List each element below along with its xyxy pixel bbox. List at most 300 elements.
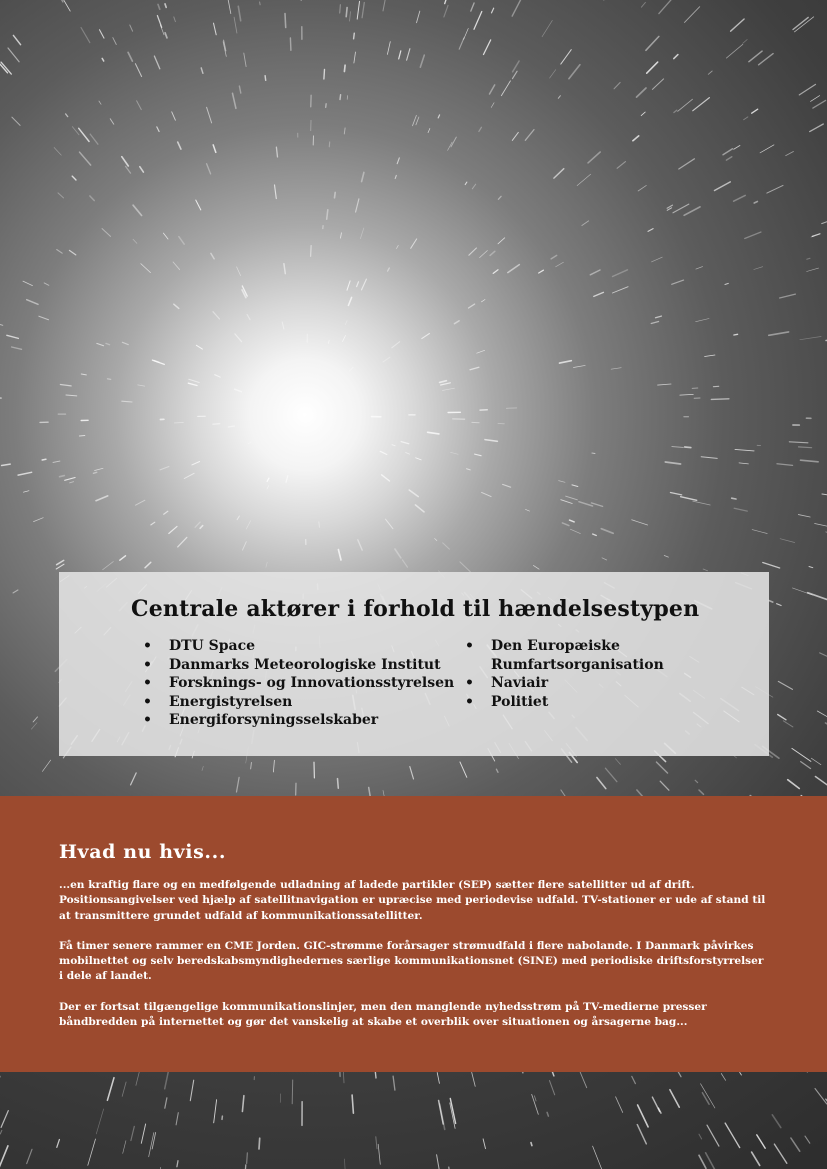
star-streak	[345, 1159, 346, 1169]
star-streak	[601, 529, 613, 534]
star-streak	[810, 124, 824, 132]
star-streak	[69, 250, 75, 255]
star-streak	[31, 723, 37, 729]
star-streak	[44, 283, 49, 285]
star-streak	[362, 279, 367, 290]
star-streak	[438, 115, 439, 118]
star-streak	[108, 379, 111, 380]
star-streak	[90, 134, 98, 144]
star-streak	[734, 146, 740, 150]
star-streak	[276, 147, 277, 157]
star-streak	[410, 767, 414, 779]
star-streak	[54, 148, 61, 156]
star-streak	[777, 464, 793, 466]
star-streak	[66, 395, 77, 396]
star-streak	[354, 52, 356, 63]
star-streak	[726, 44, 742, 58]
star-streak	[705, 355, 715, 357]
star-streak	[800, 337, 821, 340]
star-streak	[213, 312, 220, 319]
star-streak	[812, 234, 820, 237]
star-streak	[2, 464, 11, 465]
star-streak	[533, 565, 539, 569]
star-streak	[465, 182, 467, 185]
star-streak	[570, 520, 575, 522]
star-streak	[539, 270, 544, 273]
star-streak	[570, 529, 580, 533]
star-streak	[652, 1097, 659, 1111]
star-streak	[483, 1139, 485, 1149]
star-streak	[407, 49, 410, 61]
star-streak	[470, 367, 479, 369]
star-streak	[196, 345, 202, 349]
star-streak	[128, 52, 132, 61]
star-streak	[638, 185, 646, 191]
star-streak	[708, 71, 712, 74]
star-streak	[460, 562, 470, 572]
star-streak	[397, 245, 399, 248]
star-streak	[435, 539, 437, 541]
star-streak	[560, 361, 572, 363]
star-streak	[651, 322, 658, 324]
star-streak	[558, 96, 560, 99]
star-streak	[443, 543, 450, 549]
star-streak	[561, 500, 572, 504]
star-streak	[200, 526, 203, 529]
star-streak	[665, 462, 680, 464]
star-streak	[12, 117, 20, 125]
star-streak	[611, 368, 621, 370]
star-streak	[7, 335, 19, 338]
star-streak	[437, 1073, 439, 1084]
star-streak	[397, 158, 399, 164]
star-streak	[492, 8, 494, 13]
star-streak	[178, 537, 187, 547]
star-streak	[347, 281, 350, 290]
star-streak	[706, 1153, 715, 1169]
star-streak	[481, 300, 485, 302]
star-streak	[534, 1096, 536, 1101]
star-streak	[799, 84, 815, 95]
star-streak	[266, 562, 267, 567]
star-streak	[559, 481, 565, 483]
star-streak	[202, 766, 203, 770]
star-streak	[459, 38, 464, 49]
star-streak	[416, 117, 419, 125]
star-streak	[801, 460, 819, 462]
star-streak	[490, 85, 495, 94]
star-streak	[732, 498, 736, 499]
star-streak	[174, 422, 183, 423]
star-streak	[174, 17, 176, 22]
star-streak	[440, 1104, 445, 1129]
star-streak	[701, 457, 717, 459]
what-if-paragraph: Der er fortsat tilgængelige kommunikationslinjer, men den manglende nyhedsstrøm på TV-medierne presser båndbredden på internettet og gør det vanskelig at skabe et overblik over situationen og årsagerne bag...	[59, 1000, 707, 1029]
star-streak	[340, 233, 341, 238]
star-streak	[207, 164, 211, 174]
star-streak	[362, 172, 364, 181]
star-streak	[646, 36, 659, 50]
actors-list-right	[465, 637, 664, 711]
actor-item: • Danmarks Meteorologiske Institut	[143, 656, 454, 675]
star-streak	[498, 238, 505, 244]
star-streak	[774, 1144, 786, 1163]
star-streak	[90, 196, 94, 201]
actor-item: • Naviair	[465, 674, 664, 693]
star-streak	[0, 1130, 2, 1134]
what-if-paragraph: ...en kraftig flare og en medfølgende udladning af ladede partikler (SEP) sætter flere satellitter ud af drift. Positionsangivelser ved hjælp af satellitnavigation er upræcise med periodevise udfald. TV-stationer er ude af stand til at transmittere grundet udfald af kommunikationssatellitter.	[59, 879, 766, 922]
star-streak	[357, 282, 359, 287]
star-streak	[102, 58, 104, 61]
star-streak	[445, 0, 448, 4]
star-streak	[602, 558, 607, 560]
star-streak	[637, 88, 647, 97]
star-streak	[616, 1097, 623, 1113]
what-if-panel	[0, 796, 827, 1072]
star-streak	[122, 1082, 126, 1096]
star-streak	[647, 62, 658, 73]
star-streak	[237, 516, 239, 520]
star-streak	[725, 1123, 740, 1148]
actors-box	[59, 572, 769, 756]
star-streak	[593, 1146, 603, 1169]
star-streak	[822, 494, 827, 496]
star-streak	[79, 128, 89, 141]
star-streak	[344, 128, 345, 134]
star-streak	[65, 478, 75, 481]
star-streak	[752, 530, 767, 534]
star-streak	[593, 534, 597, 536]
star-streak	[154, 361, 159, 363]
star-streak	[234, 17, 237, 33]
star-streak	[27, 1149, 32, 1163]
star-streak	[632, 520, 648, 525]
star-streak	[475, 454, 482, 456]
star-streak	[97, 343, 104, 345]
star-streak	[597, 778, 606, 789]
star-streak	[137, 101, 142, 110]
star-streak	[707, 1125, 719, 1146]
star-streak	[444, 5, 448, 17]
star-streak	[383, 357, 390, 362]
star-streak	[215, 375, 221, 377]
star-streak	[479, 127, 482, 131]
star-streak	[416, 458, 422, 460]
star-streak	[122, 401, 132, 402]
star-streak	[685, 447, 691, 448]
star-streak	[173, 262, 180, 270]
star-streak	[799, 447, 812, 448]
star-streak	[66, 114, 68, 117]
star-streak	[13, 590, 18, 593]
star-streak	[247, 1153, 248, 1164]
star-streak	[556, 262, 564, 267]
star-streak	[72, 127, 79, 135]
star-streak	[699, 1155, 706, 1168]
star-streak	[670, 493, 681, 495]
star-streak	[340, 95, 341, 100]
star-streak	[780, 539, 795, 543]
star-streak	[338, 779, 339, 789]
star-streak	[88, 1139, 96, 1165]
star-streak	[395, 549, 401, 558]
star-streak	[81, 374, 86, 375]
star-streak	[158, 4, 160, 9]
star-streak	[354, 33, 355, 39]
star-streak	[388, 268, 390, 271]
star-streak	[382, 475, 390, 481]
star-streak	[480, 251, 488, 258]
star-streak	[681, 497, 697, 501]
star-streak	[140, 167, 144, 172]
star-streak	[228, 0, 231, 14]
star-streak	[793, 17, 808, 29]
star-streak	[783, 721, 793, 727]
star-streak	[213, 424, 220, 425]
star-streak	[57, 1140, 60, 1148]
star-streak	[406, 453, 410, 455]
star-streak	[399, 51, 401, 59]
star-streak	[131, 1126, 134, 1140]
star-streak	[0, 322, 3, 325]
star-streak	[378, 1144, 380, 1164]
star-streak	[196, 200, 201, 210]
star-streak	[441, 383, 451, 385]
star-streak	[177, 1161, 178, 1167]
star-streak	[107, 1078, 114, 1101]
star-streak	[242, 1096, 244, 1112]
star-streak	[652, 257, 663, 262]
star-streak	[695, 780, 697, 782]
star-streak	[469, 248, 477, 255]
star-streak	[57, 250, 63, 254]
star-streak	[454, 321, 459, 324]
star-streak	[437, 1155, 440, 1169]
star-streak	[467, 469, 471, 470]
star-streak	[752, 109, 758, 113]
star-streak	[703, 569, 708, 571]
star-streak	[214, 23, 217, 35]
star-streak	[772, 1115, 781, 1128]
star-streak	[102, 229, 110, 237]
star-streak	[801, 762, 811, 769]
what-if-body	[59, 878, 771, 1045]
star-streak	[214, 1100, 217, 1123]
star-streak	[637, 1125, 646, 1144]
star-streak	[614, 83, 620, 89]
star-streak	[503, 484, 511, 487]
star-streak	[411, 239, 417, 248]
star-streak	[656, 316, 662, 318]
star-streak	[696, 267, 703, 270]
star-streak	[778, 681, 792, 689]
star-streak	[740, 1072, 742, 1075]
star-streak	[512, 0, 521, 16]
star-streak	[164, 511, 168, 514]
star-streak	[757, 1135, 765, 1148]
star-streak	[228, 426, 234, 427]
star-streak	[273, 760, 274, 772]
star-streak	[141, 1124, 145, 1143]
star-streak	[807, 258, 810, 259]
star-streak	[743, 40, 747, 44]
star-streak	[590, 270, 600, 275]
star-streak	[188, 383, 197, 385]
actor-item: • Energistyrelsen	[143, 693, 454, 712]
star-streak	[70, 482, 74, 483]
actor-item: • Den Europæiske Rumfartsorganisation	[465, 637, 664, 674]
star-streak	[328, 341, 329, 344]
star-streak	[34, 518, 44, 522]
star-streak	[23, 281, 33, 286]
star-streak	[573, 365, 585, 367]
actors-list-left	[143, 637, 454, 730]
star-streak	[749, 51, 762, 62]
actor-item: • Forsknings- og Innovationsstyrelsen	[143, 674, 454, 693]
star-streak	[484, 40, 491, 55]
star-streak	[123, 1141, 126, 1154]
what-if-title: Hvad nu hvis...	[59, 841, 227, 863]
star-streak	[151, 522, 155, 525]
star-streak	[383, 0, 386, 11]
star-streak	[130, 25, 133, 31]
star-streak	[154, 56, 159, 69]
star-streak	[617, 162, 625, 169]
star-streak	[96, 496, 108, 501]
star-streak	[715, 182, 731, 191]
star-streak	[702, 1093, 709, 1105]
star-streak	[659, 0, 674, 14]
star-streak	[80, 152, 91, 165]
star-streak	[282, 322, 284, 329]
star-streak	[726, 157, 731, 160]
star-streak	[233, 93, 236, 108]
star-streak	[207, 107, 212, 123]
star-streak	[284, 264, 285, 274]
star-streak	[201, 68, 203, 73]
star-streak	[817, 711, 827, 719]
star-streak	[693, 98, 710, 111]
star-streak	[145, 562, 151, 568]
star-streak	[244, 53, 246, 67]
star-streak	[392, 445, 395, 446]
star-streak	[469, 304, 475, 308]
star-streak	[235, 334, 242, 342]
star-streak	[23, 491, 29, 493]
star-streak	[403, 560, 408, 567]
star-streak	[27, 300, 38, 305]
star-streak	[1, 1111, 8, 1128]
star-streak	[352, 1095, 353, 1113]
star-streak	[569, 65, 580, 79]
star-streak	[551, 255, 557, 259]
star-streak	[39, 316, 49, 320]
star-streak	[822, 220, 827, 224]
star-streak	[393, 1076, 395, 1090]
star-streak	[176, 1113, 178, 1125]
star-streak	[612, 287, 628, 293]
star-streak	[133, 239, 137, 243]
star-streak	[131, 773, 137, 785]
star-streak	[805, 1136, 810, 1143]
star-streak	[275, 185, 277, 199]
star-streak	[53, 461, 60, 462]
star-streak	[605, 768, 617, 782]
star-streak	[752, 1152, 760, 1165]
star-streak	[496, 769, 498, 772]
star-streak	[474, 12, 482, 30]
star-streak	[392, 342, 400, 348]
star-streak	[477, 350, 485, 353]
star-streak	[744, 117, 748, 120]
star-streak	[711, 399, 729, 400]
star-streak	[577, 174, 591, 185]
star-streak	[638, 1105, 649, 1127]
actor-item: • Energiforsyningsselskaber	[143, 711, 454, 730]
star-streak	[731, 19, 745, 31]
star-streak	[157, 16, 161, 28]
star-streak	[141, 264, 151, 273]
star-streak	[0, 397, 1, 398]
star-streak	[169, 526, 177, 533]
star-streak	[422, 334, 430, 339]
star-streak	[343, 1072, 344, 1083]
star-streak	[157, 127, 159, 132]
star-streak	[798, 515, 810, 517]
star-streak	[358, 540, 362, 550]
star-streak	[734, 195, 746, 201]
star-streak	[290, 38, 291, 50]
star-streak	[472, 1072, 476, 1086]
star-streak	[672, 280, 684, 284]
star-streak	[792, 588, 812, 595]
star-streak	[8, 48, 19, 62]
star-streak	[471, 3, 474, 11]
star-streak	[652, 79, 663, 90]
star-streak	[33, 717, 37, 722]
star-streak	[767, 185, 783, 193]
star-streak	[100, 30, 105, 38]
star-streak	[135, 64, 141, 77]
star-streak	[562, 523, 569, 526]
star-streak	[789, 442, 808, 443]
star-streak	[550, 70, 556, 79]
star-streak	[554, 169, 564, 178]
star-streak	[346, 8, 347, 17]
star-streak	[648, 229, 653, 232]
star-streak	[338, 550, 341, 560]
star-streak	[60, 385, 71, 386]
star-streak	[508, 265, 520, 273]
star-streak	[679, 159, 695, 169]
star-streak	[267, 486, 269, 490]
star-streak	[110, 119, 114, 125]
star-streak	[172, 112, 176, 120]
star-streak	[794, 17, 813, 32]
star-streak	[163, 233, 168, 239]
star-streak	[420, 55, 424, 67]
star-streak	[324, 69, 325, 79]
star-streak	[670, 1090, 679, 1108]
star-streak	[113, 38, 117, 45]
star-streak	[79, 436, 84, 437]
star-streak	[721, 1074, 725, 1081]
star-streak	[343, 336, 346, 342]
star-streak	[349, 367, 353, 371]
star-streak	[792, 748, 811, 761]
star-streak	[417, 11, 420, 23]
star-streak	[633, 136, 639, 141]
